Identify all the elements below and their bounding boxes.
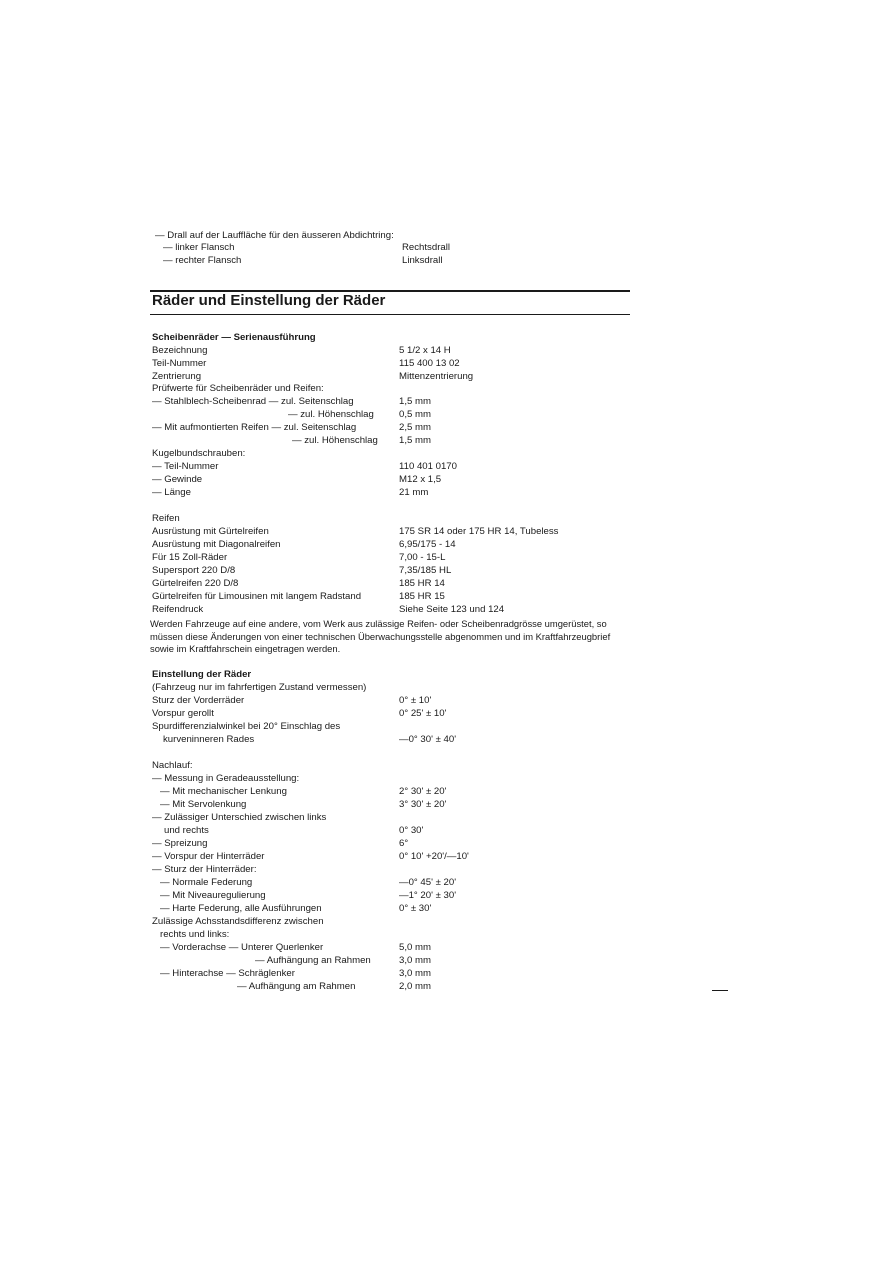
section-title: Räder und Einstellung der Räder [152,292,386,309]
reifen-row-label: Gürtelreifen 220 D/8 [152,578,239,589]
reifen-row-label: Für 15 Zoll-Räder [152,552,228,563]
reifen-row-value: 7,35/185 HL [399,565,452,576]
reifen-paragraph: Werden Fahrzeuge auf eine andere, vom Werk aus zulässige Reifen- oder Scheibenradgrösse umgerüstet, so müssen diese Änderungen von einer technischen Überwachungsstelle abgenommen und im Kraftfahrzeugbrief sowie im Kraftfahrschein eingetragen werden. [150,618,611,655]
reifen-row-label: Gürtelreifen für Limousinen mit langem Radstand [152,591,362,602]
spreizung-value: 6° [399,838,409,849]
reifen-row-value: 175 SR 14 oder 175 HR 14, Tubeless [399,526,559,537]
reifen-hoehenschlag-value: 1,5 mm [399,435,431,446]
teilnummer-label: Teil-Nummer [152,358,207,369]
normal-value: —0° 45' ± 20' [399,877,457,888]
scheiben-heading: Scheibenräder — Serienausführung [152,332,316,343]
bezeichnung-label: Bezeichnung [152,345,208,356]
vorspur-label: Vorspur gerollt [152,708,214,719]
spurdiff-value: —0° 30' ± 40' [399,734,457,745]
unterschied-label: — Zulässiger Unterschied zwischen links [152,812,327,823]
kugel-teil-label: — Teil-Nummer [152,461,219,472]
reifen-row-label: Ausrüstung mit Gürtelreifen [152,526,269,537]
normal-label: — Normale Federung [160,877,253,888]
bezeichnung-value: 5 1/2 x 14 H [399,345,451,356]
einstellung-heading: Einstellung der Räder [152,669,252,680]
achs-label-2: rechts und links: [160,929,230,940]
kugel-laenge-label: — Länge [152,487,191,498]
reifen-row-label: Supersport 220 D/8 [152,565,236,576]
title-rule-bottom [150,314,630,315]
vorspur-hinten-label: — Vorspur der Hinterräder [152,851,265,862]
hinter-schraeg-label: — Hinterachse — Schräglenker [160,968,295,979]
reifen-hoehenschlag-label: — zul. Höhenschlag [292,435,378,446]
spurdiff-label-2: kurveninneren Rades [163,734,255,745]
nachlauf-heading: Nachlauf: [152,760,193,771]
stahl-seitenschlag-value: 1,5 mm [399,396,431,407]
reifen-row-label: Ausrüstung mit Diagonalreifen [152,539,281,550]
vorspur-value: 0° 25' ± 10' [399,708,447,719]
teilnummer-value: 115 400 13 02 [399,358,460,369]
reifen-row-value: 185 HR 14 [399,578,445,589]
niveau-label: — Mit Niveauregulierung [160,890,266,901]
servo-value: 3° 30' ± 20' [399,799,447,810]
stahl-hoehenschlag-value: 0,5 mm [399,409,431,420]
drall-rechts-label: — rechter Flansch [163,255,242,266]
hinter-rahmen-value: 2,0 mm [399,981,431,992]
harte-label: — Harte Federung, alle Ausführungen [160,903,322,914]
harte-value: 0° ± 30' [399,903,432,914]
zentrierung-value: Mittenzentrierung [399,371,474,382]
stahl-hoehenschlag-label: — zul. Höhenschlag [288,409,374,420]
achs-label: Zulässige Achsstandsdifferenz zwischen [152,916,324,927]
drall-rechts-value: Linksdrall [402,255,443,266]
vorder-quer-value: 5,0 mm [399,942,431,953]
unterschied-value: 0° 30' [399,825,424,836]
mech-value: 2° 30' ± 20' [399,786,447,797]
reifen-seitenschlag-value: 2,5 mm [399,422,431,433]
vorder-rahmen-label: — Aufhängung an Rahmen [255,955,371,966]
pruefwerte-label: Prüfwerte für Scheibenräder und Reifen: [152,383,324,394]
servo-label: — Mit Servolenkung [160,799,247,810]
vorder-quer-label: — Vorderachse — Unterer Querlenker [160,942,324,953]
spreizung-label: — Spreizung [152,838,208,849]
sturz-label: Sturz der Vorderräder [152,695,245,706]
sturz-value: 0° ± 10' [399,695,432,706]
unterschied-label-2: und rechts [164,825,209,836]
drall-links-value: Rechtsdrall [402,242,450,253]
sturz-hinten-label: — Sturz der Hinterräder: [152,864,257,875]
kugel-teil-value: 110 401 0170 [399,461,457,472]
reifen-row-value: Siehe Seite 123 und 124 [399,604,505,615]
vorder-rahmen-value: 3,0 mm [399,955,431,966]
einstellung-note: (Fahrzeug nur im fahrfertigen Zustand vermessen) [152,682,367,693]
margin-dash [712,990,728,991]
zentrierung-label: Zentrierung [152,371,202,382]
kugel-gewinde-value: M12 x 1,5 [399,474,442,485]
reifen-seitenschlag-label: — Mit aufmontierten Reifen — zul. Seitenschlag [152,422,357,433]
kugel-gewinde-label: — Gewinde [152,474,203,485]
spurdiff-label: Spurdifferenzialwinkel bei 20° Einschlag des [152,721,341,732]
drall-links-label: — linker Flansch [163,242,235,253]
reifen-row-value: 185 HR 15 [399,591,445,602]
stahl-seitenschlag-label: — Stahlblech-Scheibenrad — zul. Seitenschlag [152,396,354,407]
kugel-laenge-value: 21 mm [399,487,429,498]
hinter-schraeg-value: 3,0 mm [399,968,431,979]
hinter-rahmen-label: — Aufhängung am Rahmen [237,981,356,992]
reifen-row-value: 7,00 - 15-L [399,552,446,563]
drall-heading: — Drall auf der Lauffläche für den äusseren Abdichtring: [155,230,394,241]
reifen-heading: Reifen [152,513,180,524]
reifen-row-value: 6,95/175 - 14 [399,539,456,550]
mech-label: — Mit mechanischer Lenkung [160,786,287,797]
niveau-value: —1° 20' ± 30' [399,890,457,901]
reifen-row-label: Reifendruck [152,604,204,615]
messung-label: — Messung in Geradeausstellung: [152,773,300,784]
vorspur-hinten-value: 0° 10' +20'/—10' [399,851,469,862]
kugel-label: Kugelbundschrauben: [152,448,246,459]
